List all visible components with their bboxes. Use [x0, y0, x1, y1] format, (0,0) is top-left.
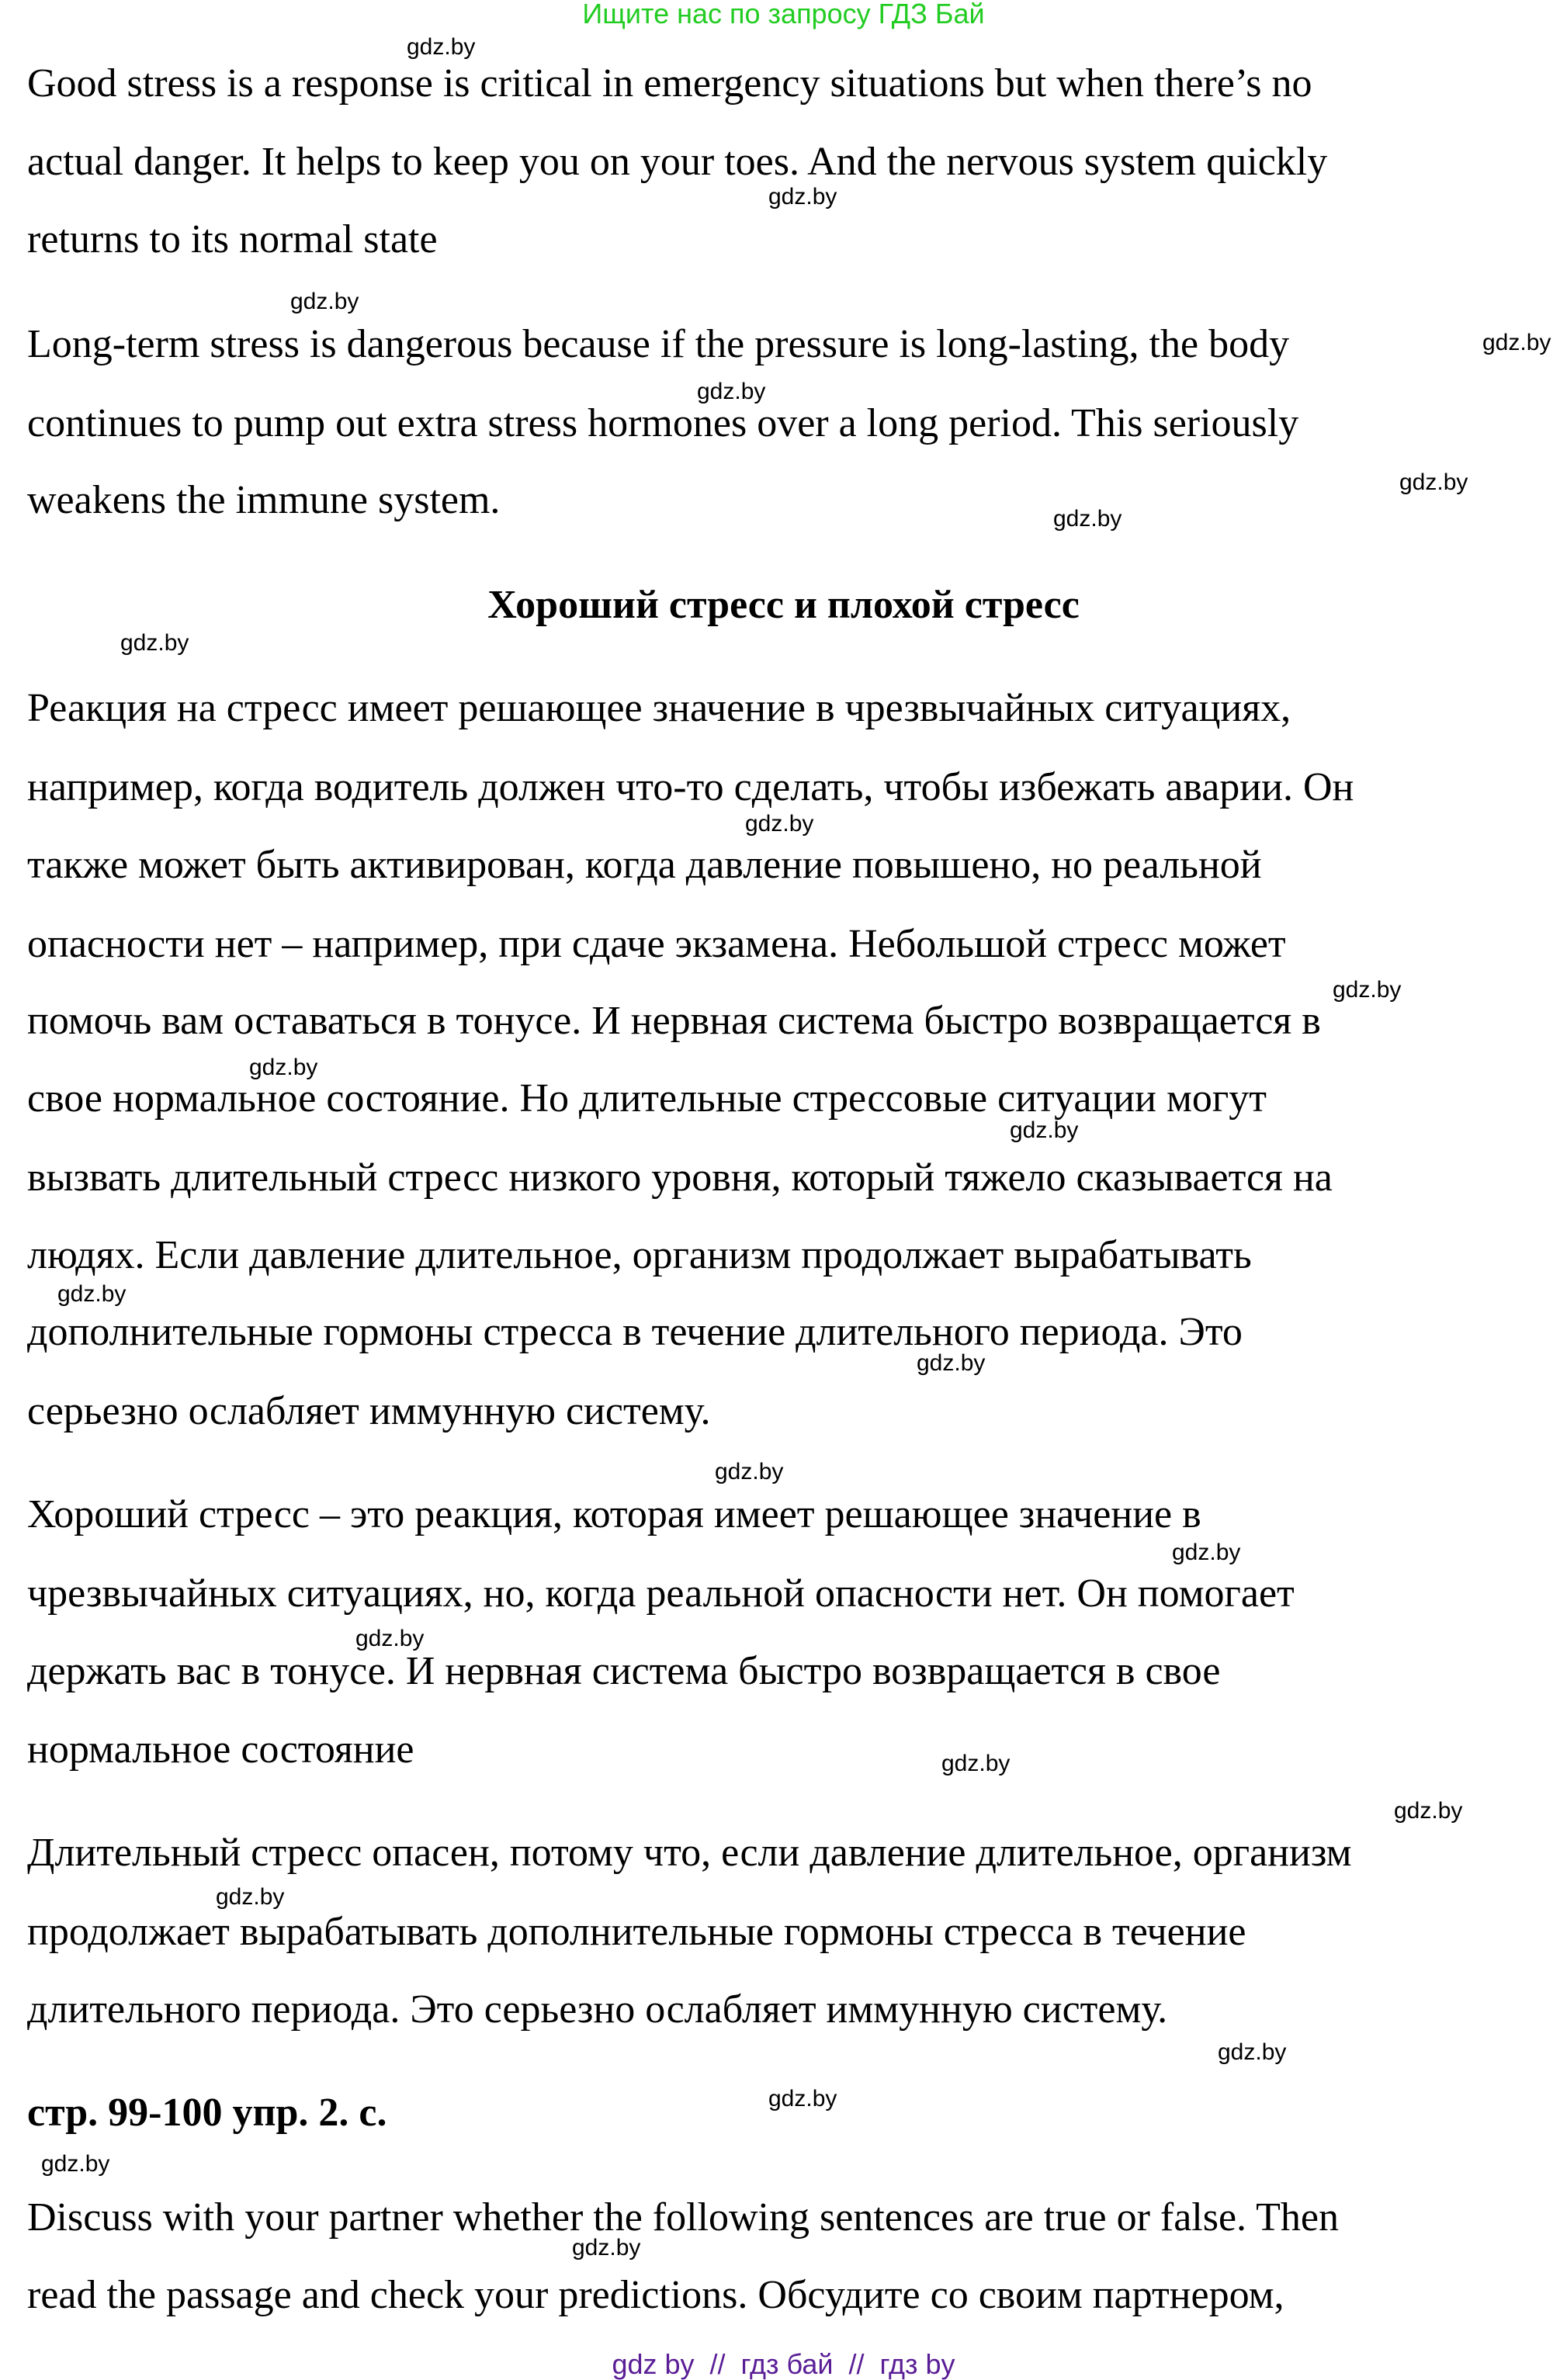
text-line: свое нормальное состояние. Но длительные стрессовые ситуации могут — [27, 1076, 1267, 1121]
watermark: gdz.by — [1172, 1540, 1241, 1565]
watermark: gdz.by — [41, 2151, 110, 2177]
text-line: нормальное состояние — [27, 1727, 414, 1772]
watermark: gdz.by — [745, 811, 814, 837]
search-banner[interactable]: Ищите нас по запросу ГДЗ Бай — [582, 0, 985, 29]
text-line: например, когда водитель должен что-то сделать, чтобы избежать аварии. Он — [27, 765, 1354, 809]
text-line: длительного периода. Это серьезно ослабляет иммунную систему. — [27, 1987, 1168, 2032]
text-line: вызвать длительный стресс низкого уровня, который тяжело сказывается на — [27, 1155, 1333, 1200]
watermark: gdz.by — [941, 1751, 1011, 1776]
text-line: продолжает вырабатывать дополнительные гормоны стресса в течение — [27, 1910, 1246, 1954]
text-line: серьезно ослабляет иммунную систему. — [27, 1389, 711, 1433]
watermark: gdz.by — [768, 2086, 837, 2112]
section-title: Хороший стресс и плохой стресс — [487, 583, 1080, 627]
text-line: Длительный стресс опасен, потому что, если давление длительное, организм — [27, 1831, 1352, 1875]
text-line: read the passage and check your predictions. Обсудите со своим партнером, — [27, 2273, 1284, 2317]
watermark: gdz.by — [697, 379, 766, 404]
text-line: держать вас в тонусе. И нервная система быстро возвращается в свое — [27, 1649, 1221, 1693]
watermark: gdz.by — [1399, 469, 1468, 495]
watermark: gdz.by — [1010, 1117, 1079, 1143]
text-line: Хороший стресс – это реакция, которая имеет решающее значение в — [27, 1492, 1201, 1536]
text-line: Long-term stress is dangerous because if the pressure is long-lasting, the body — [27, 322, 1290, 366]
text-line: actual danger. It helps to keep you on your toes. And the nervous system quickly — [27, 140, 1328, 184]
text-line: weakens the immune system. — [27, 478, 501, 522]
watermark: gdz.by — [57, 1281, 127, 1307]
text-line: Good stress is a response is critical in emergency situations but when there’s no — [27, 61, 1312, 106]
text-line: Discuss with your partner whether the following sentences are true or false. Then — [27, 2195, 1339, 2240]
watermark: gdz.by — [1053, 506, 1122, 532]
watermark: gdz.by — [768, 184, 837, 210]
watermark: gdz.by — [249, 1055, 318, 1080]
text-line: опасности нет – например, при сдаче экзамена. Небольшой стресс может — [27, 922, 1286, 966]
watermark: gdz.by — [290, 289, 359, 314]
text-line: чрезвычайных ситуациях, но, когда реальной опасности нет. Он помогает — [27, 1571, 1295, 1616]
watermark: gdz.by — [407, 34, 476, 60]
text-line: continues to pump out extra stress hormones over a long period. This seriously — [27, 401, 1299, 445]
watermark: gdz.by — [120, 630, 189, 656]
watermark: gdz.by — [1333, 977, 1402, 1003]
footer-links[interactable]: gdz by // гдз бай // гдз by — [612, 2348, 955, 2380]
watermark: gdz.by — [1218, 2039, 1287, 2065]
watermark: gdz.by — [917, 1350, 986, 1376]
text-line: Реакция на стресс имеет решающее значение в чрезвычайных ситуациях, — [27, 686, 1291, 730]
watermark: gdz.by — [572, 2235, 641, 2260]
text-line: returns to its normal state — [27, 217, 438, 262]
watermark: gdz.by — [1482, 330, 1551, 355]
exercise-title: стр. 99-100 упр. 2. с. — [27, 2091, 387, 2135]
watermark: gdz.by — [715, 1459, 784, 1484]
watermark: gdz.by — [355, 1626, 425, 1651]
text-line: дополнительные гормоны стресса в течение длительного периода. Это — [27, 1310, 1243, 1354]
watermark: gdz.by — [216, 1884, 285, 1910]
text-line: также может быть активирован, когда давление повышено, но реальной — [27, 843, 1262, 887]
text-line: людях. Если давление длительное, организм продолжает вырабатывать — [27, 1233, 1252, 1277]
text-line: помочь вам оставаться в тонусе. И нервная система быстро возвращается в — [27, 999, 1321, 1043]
watermark: gdz.by — [1394, 1798, 1463, 1824]
